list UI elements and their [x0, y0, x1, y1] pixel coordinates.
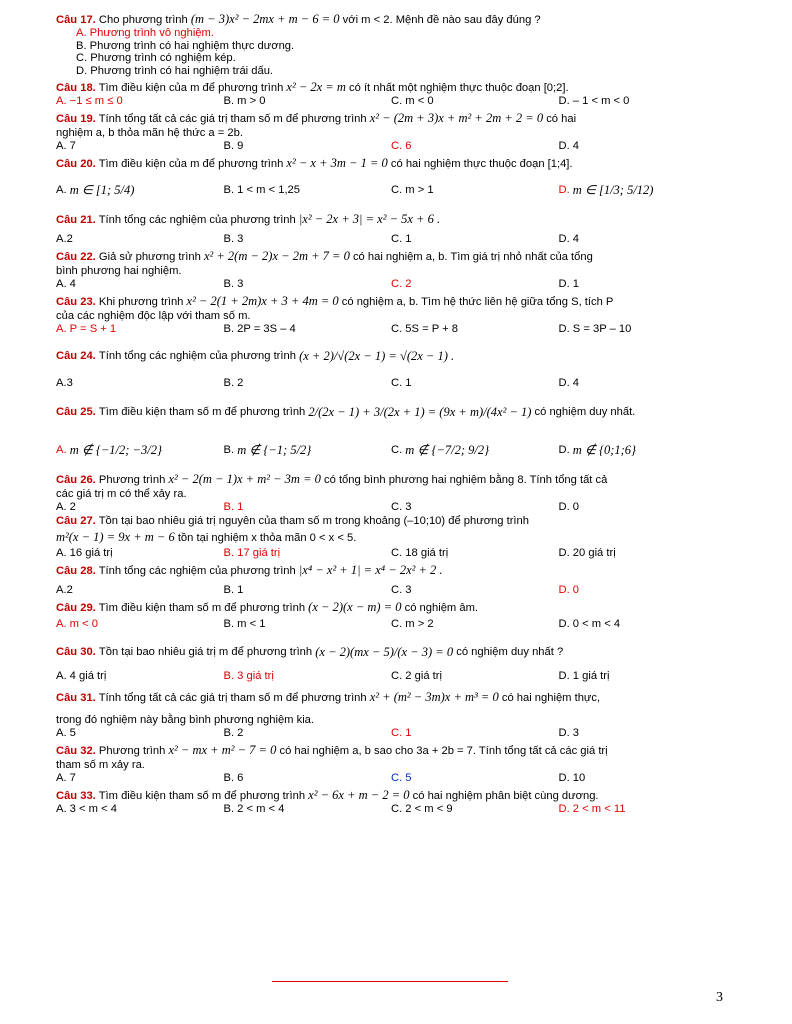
page-number: 3 [716, 990, 723, 1005]
question-text: có nghiệm duy nhất ? [456, 646, 564, 658]
option-b[interactable]: B. 1 [223, 584, 244, 596]
question-number: Câu 19. [56, 113, 96, 125]
question-text-line2: tham số m xảy ra. [56, 759, 145, 771]
question-22 [56, 249, 726, 291]
equation: |x⁴ − x² + 1| = x⁴ − 2x² + 2 . [298, 563, 443, 577]
question-number: Câu 24. [56, 350, 96, 362]
option-c[interactable]: C. 2 [391, 278, 412, 290]
option-b[interactable]: B. 3 giá trị [223, 670, 274, 682]
question-number: Câu 26. [56, 474, 96, 486]
option-math: m ∉ {−1; 5/2} [237, 442, 312, 457]
question-text-line2: của các nghiệm độc lập với tham số m. [56, 310, 251, 322]
option-d[interactable]: D. 10 [558, 772, 586, 784]
question-text: Tìm điều kiện tham số m để phương trình [98, 790, 306, 802]
question-text: Tồn tại bao nhiêu giá trị m để phương trình [98, 646, 313, 658]
question-text: Phương trình [98, 745, 166, 757]
option-b[interactable]: B. 1 [223, 501, 244, 513]
option-c[interactable]: C. 3 [391, 584, 412, 596]
option-b[interactable]: B. 1 < m < 1,25 [223, 183, 300, 196]
equation: x² − 2(1 + 2m)x + 3 + 4m = 0 [186, 294, 339, 308]
options-row [56, 171, 726, 209]
question-text-line2: bình phương hai nghiệm. [56, 265, 182, 277]
question-29 [56, 600, 726, 631]
option-d[interactable]: D. – 1 < m < 0 [558, 95, 630, 107]
option-a[interactable]: A. 5 [56, 727, 76, 739]
question-text: Tìm điều kiện của m để phương trình [98, 158, 284, 170]
question-32 [56, 743, 726, 785]
option-a[interactable]: A. 4 giá trị [56, 670, 107, 682]
option-a[interactable]: A. 16 giá trị [56, 547, 113, 559]
question-number: Câu 28. [56, 565, 96, 577]
option-math: m ∈ [1/3; 5/12) [572, 182, 654, 197]
option-c[interactable]: C. m > 1 [391, 183, 434, 196]
question-text: có hai nghiệm thực, [501, 692, 601, 704]
question-text: Tính tổng tất cả các giá trị tham số m để phương trình [98, 692, 367, 704]
options-row [56, 501, 726, 514]
option-c[interactable]: C. Phương trình có nghiệm kép. [76, 52, 236, 64]
option-c[interactable]: C. 3 [391, 501, 412, 513]
question-23 [56, 294, 726, 336]
equation: |x² − 2x + 3| = x² − 5x + 6 . [298, 212, 441, 226]
footer-divider [272, 981, 508, 982]
option-math: m ∈ [1; 5/4) [69, 182, 135, 197]
option-c[interactable]: C. 6 [391, 140, 412, 152]
question-text: Tính tổng các nghiệm của phương trình [98, 214, 296, 226]
question-text-line2: nghiệm a, b thỏa mãn hệ thức a = 2b. [56, 127, 243, 139]
equation: x² − x + 3m − 1 = 0 [286, 156, 388, 170]
option-c[interactable]: C. m < 0 [391, 95, 434, 107]
question-text: Tính tổng tất cả các giá trị tham số m để phương trình [98, 113, 367, 125]
question-number: Câu 30. [56, 646, 96, 658]
option-b[interactable]: B. 2 [223, 377, 244, 389]
question-text: Phương trình [98, 474, 166, 486]
question-text: Tìm điều kiện của m để phương trình [98, 82, 284, 94]
option-b[interactable]: B. 6 [223, 772, 244, 784]
option-c[interactable] [391, 431, 559, 469]
option-label: D. [558, 443, 570, 456]
option-d[interactable]: D. 4 [558, 377, 580, 389]
equation: x² − mx + m² − 7 = 0 [168, 743, 277, 757]
options-row [56, 140, 726, 153]
option-d[interactable]: D. 0 [558, 501, 580, 513]
equation: 2/(2x − 1) + 3/(2x + 1) = (9x + m)/(4x² − 1) [308, 405, 532, 419]
question-18 [56, 80, 726, 108]
option-c[interactable]: C. 2 < m < 9 [391, 803, 453, 815]
equation: m²(x − 1) = 9x + m − 6 [56, 530, 175, 544]
option-b[interactable] [224, 431, 392, 469]
option-a[interactable]: A. 7 [56, 140, 76, 152]
option-c[interactable]: C. 1 [391, 233, 412, 245]
equation: x² + 2(m − 2)x − 2m + 7 = 0 [203, 249, 350, 263]
option-b[interactable]: B. Phương trình có hai nghiệm thực dương. [76, 39, 295, 52]
question-text: tồn tại nghiệm x thỏa mãn 0 < x < 5. [177, 532, 357, 544]
equation: (x − 2)(mx − 5)/(x − 3) = 0 [315, 645, 454, 659]
option-d[interactable]: D. 1 [558, 278, 580, 290]
option-d[interactable] [559, 171, 727, 209]
option-a[interactable]: A. m < 0 [56, 618, 98, 630]
question-text: Tồn tại bao nhiêu giá trị nguyên của tham số m trong khoảng (–10;10) để phương trình [98, 515, 529, 527]
option-a[interactable]: A.2 [56, 233, 73, 245]
question-text: Cho phương trình [98, 14, 188, 26]
options-row [56, 803, 726, 816]
option-b[interactable]: B. 3 [223, 278, 244, 290]
equation: (x − 2)(x − m) = 0 [308, 600, 402, 614]
option-b[interactable]: B. 2P = 3S – 4 [223, 323, 296, 335]
option-label: B. [223, 443, 235, 456]
option-d[interactable]: D. 0 [558, 584, 580, 596]
options-row [56, 727, 726, 740]
options-row [56, 377, 726, 390]
option-c[interactable]: C. m > 2 [391, 618, 434, 630]
question-text: có nghiệm a, b. Tìm hệ thức liên hệ giữa tổng S, tích P [341, 296, 614, 308]
option-a[interactable]: A. Phương trình vô nghiệm. [76, 27, 214, 39]
option-b[interactable]: B. 17 giá trị [223, 547, 281, 559]
question-text: Khi phương trình [98, 296, 184, 308]
question-number: Câu 20. [56, 158, 96, 170]
option-a[interactable]: A. 4 [56, 278, 76, 290]
question-20 [56, 156, 726, 209]
question-text: Tính tổng các nghiệm của phương trình [98, 565, 296, 577]
option-c[interactable]: C. 1 [391, 727, 412, 739]
options-row [56, 323, 726, 336]
question-number: Câu 17. [56, 14, 96, 26]
question-text-line2: trong đó nghiệm này bằng bình phương nghiệm kia. [56, 714, 315, 726]
options-row [56, 670, 726, 683]
question-33 [56, 788, 726, 816]
option-list [56, 27, 726, 77]
option-label: C. [391, 443, 403, 456]
question-28 [56, 563, 726, 597]
question-number: Câu 21. [56, 214, 96, 226]
question-text: Tìm điều kiện tham số m để phương trình [98, 406, 306, 418]
question-text: có hai nghiệm a, b sao cho 3a + 2b = 7. Tính tổng tất cả các giá trị [279, 745, 608, 757]
question-24 [56, 339, 726, 390]
option-d[interactable]: D. 0 < m < 4 [558, 618, 621, 630]
equation: x² + (m² − 3m)x + m³ = 0 [369, 690, 499, 704]
question-text: có nghiệm âm. [404, 602, 478, 614]
question-number: Câu 31. [56, 692, 96, 704]
option-d[interactable] [559, 431, 727, 469]
option-a[interactable]: A. 7 [56, 772, 76, 784]
option-math: m ∉ {−7/2; 9/2} [405, 442, 490, 457]
question-number: Câu 32. [56, 745, 96, 757]
question-27 [56, 514, 726, 560]
option-d[interactable]: D. 2 < m < 11 [558, 803, 626, 815]
option-d[interactable]: D. 4 [558, 140, 580, 152]
exercise-page [56, 12, 726, 816]
equation: (m − 3)x² − 2mx + m − 6 = 0 [190, 12, 340, 26]
question-26 [56, 472, 726, 514]
option-c[interactable]: C. 2 giá trị [391, 670, 442, 682]
option-a[interactable]: A.2 [56, 584, 73, 596]
question-text: có nghiệm duy nhất. [534, 406, 636, 418]
option-label: A. [56, 183, 67, 196]
question-17 [56, 12, 726, 77]
equation: (x + 2)/√(2x − 1) = √(2x − 1) . [299, 349, 455, 363]
option-d[interactable]: D. 4 [558, 233, 580, 245]
question-21 [56, 212, 726, 246]
question-text: có tổng bình phương hai nghiệm bằng 8. Tính tổng tất cả [324, 474, 608, 486]
option-label: D. [558, 183, 570, 196]
option-a[interactable]: A. P = S + 1 [56, 323, 117, 335]
question-text: Tìm điều kiện tham số m để phương trình [98, 602, 306, 614]
option-a[interactable]: A.3 [56, 377, 73, 389]
option-b[interactable]: B. 2 [223, 727, 244, 739]
option-c[interactable]: C. 5S = P + 8 [391, 323, 458, 335]
option-b[interactable]: B. 9 [223, 140, 244, 152]
option-label: A. [56, 443, 67, 456]
question-19 [56, 111, 726, 153]
option-c[interactable]: C. 5 [391, 772, 412, 784]
option-b[interactable]: B. m < 1 [223, 618, 266, 630]
options-row [56, 95, 726, 108]
option-c[interactable]: C. 18 giá trị [391, 547, 449, 559]
options-row [56, 547, 726, 560]
options-row [56, 431, 726, 469]
equation: x² − 6x + m − 2 = 0 [308, 788, 410, 802]
question-number: Câu 23. [56, 296, 96, 308]
question-text: Tính tổng các nghiệm của phương trình [98, 350, 296, 362]
question-text-line2: các giá trị m có thể xảy ra. [56, 488, 187, 500]
question-31 [56, 686, 726, 740]
question-number: Câu 18. [56, 82, 96, 94]
question-text: có hai nghiệm thực thuộc đoạn [1;4]. [390, 158, 573, 170]
option-d[interactable]: D. 1 giá trị [558, 670, 610, 682]
options-row [56, 772, 726, 785]
option-math: m ∉ {−1/2; −3/2} [69, 442, 162, 457]
equation: x² − (2m + 3)x + m² + 2m + 2 = 0 [369, 111, 544, 125]
question-number: Câu 33. [56, 790, 96, 802]
option-c[interactable]: C. 1 [391, 377, 412, 389]
equation: x² − 2(m − 1)x + m² − 3m = 0 [168, 472, 321, 486]
option-d[interactable]: D. S = 3P – 10 [558, 323, 632, 335]
option-d[interactable]: D. Phương trình có hai nghiệm trái dấu. [76, 64, 274, 77]
question-number: Câu 27. [56, 515, 96, 527]
option-a[interactable]: A. 2 [56, 501, 76, 513]
question-number: Câu 25. [56, 406, 96, 418]
option-b[interactable]: B. m > 0 [223, 95, 266, 107]
option-d[interactable]: D. 3 [558, 727, 580, 739]
question-text: có ít nhất một nghiệm thực thuộc đoạn [0;2]. [349, 82, 569, 94]
option-d[interactable]: D. 20 giá trị [558, 547, 616, 559]
question-number: Câu 29. [56, 602, 96, 614]
option-a[interactable] [56, 431, 224, 469]
options-row [56, 233, 726, 246]
option-b[interactable]: B. 3 [223, 233, 244, 245]
options-row [56, 278, 726, 291]
question-text: có hai nghiệm phân biệt cùng dương. [412, 790, 599, 802]
option-a[interactable] [56, 171, 224, 209]
option-math: m ∉ {0;1;6} [572, 442, 637, 457]
option-b[interactable]: B. 2 < m < 4 [223, 803, 285, 815]
question-25 [56, 393, 726, 469]
question-text: với m < 2. Mệnh đề nào sau đây đúng ? [342, 14, 541, 26]
question-text: có hai nghiệm a, b. Tìm giá trị nhỏ nhất của tổng [352, 251, 593, 263]
option-a[interactable]: A. −1 ≤ m ≤ 0 [56, 95, 123, 107]
question-text: Giả sử phương trình [98, 251, 201, 263]
question-30 [56, 634, 726, 683]
options-row [56, 618, 726, 631]
question-number: Câu 22. [56, 251, 96, 263]
question-text: có hai [546, 113, 577, 125]
option-a[interactable]: A. 3 < m < 4 [56, 803, 117, 815]
options-row [56, 584, 726, 597]
equation: x² − 2x = m [286, 80, 346, 94]
